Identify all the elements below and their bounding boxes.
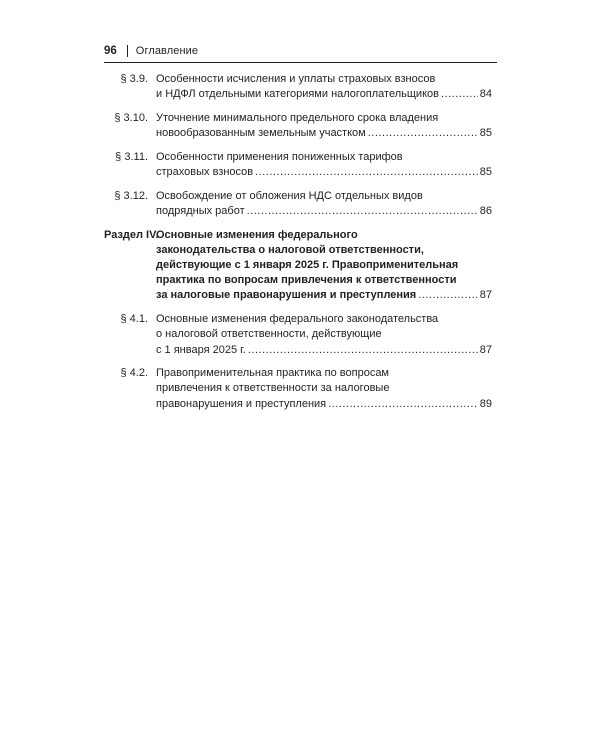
toc-entry-line: действующие с 1 января 2025 г. Правоприменительная <box>156 259 459 272</box>
toc-entry-line <box>156 397 492 412</box>
toc-page-number: 85 <box>479 127 492 140</box>
toc-entry[interactable] <box>104 366 492 412</box>
toc-entry-line-text: новообразованным земельным участком <box>156 127 366 140</box>
toc-section-entry[interactable] <box>104 228 492 304</box>
toc-entry-number: Раздел IV. <box>104 228 159 241</box>
table-of-contents <box>104 72 492 420</box>
toc-entry-number: § 3.12. <box>114 189 148 202</box>
toc-entry[interactable] <box>104 150 492 180</box>
header-rule <box>104 62 497 63</box>
toc-entry[interactable] <box>104 111 492 141</box>
toc-entry-line: Особенности исчисления и уплаты страховых взносов <box>156 73 436 85</box>
toc-entry-number: § 3.10. <box>114 111 148 124</box>
toc-entry[interactable] <box>104 189 492 219</box>
dot-leader <box>441 87 478 102</box>
toc-entry[interactable] <box>104 312 492 358</box>
header-separator <box>127 45 128 57</box>
page-number: 96 <box>104 45 117 57</box>
toc-entry-line: Правоприменительная практика по вопросам <box>156 367 389 380</box>
toc-entry-line <box>156 204 492 219</box>
toc-entry[interactable] <box>104 72 492 102</box>
toc-entry-title <box>156 366 492 412</box>
toc-page-number: 87 <box>479 343 492 356</box>
toc-entry-line: Основные изменения федерального законодательства <box>156 313 439 326</box>
toc-entry-line: Освобождение от обложения НДС отдельных видов <box>156 189 423 202</box>
toc-page-number: 85 <box>479 166 492 179</box>
toc-entry-title <box>156 189 492 219</box>
toc-page-number: 87 <box>479 289 492 302</box>
toc-entry-line: о налоговой ответственности, действующие <box>156 328 382 341</box>
toc-entry-title <box>156 312 492 358</box>
dot-leader <box>418 288 478 303</box>
toc-entry-title <box>156 111 492 141</box>
toc-entry-line-text: и НДФЛ отдельными категориями налогоплательщиков <box>156 88 439 101</box>
toc-entry-line-text: страховых взносов <box>156 166 254 179</box>
toc-entry-line: Основные изменения федерального <box>156 228 358 241</box>
toc-entry-line-text: подрядных работ <box>156 204 245 217</box>
toc-entry-line-text: с 1 января 2025 г. <box>156 343 246 356</box>
toc-entry-title <box>156 228 492 304</box>
toc-entry-line <box>156 288 492 303</box>
toc-entry-line: привлечения к ответственности за налоговые <box>156 382 390 395</box>
dot-leader <box>247 204 478 219</box>
toc-entry-line: законодательства о налоговой ответственности, <box>156 243 424 256</box>
dot-leader <box>255 165 478 180</box>
toc-entry-line <box>156 87 492 102</box>
dot-leader <box>368 126 478 141</box>
toc-entry-title <box>156 150 492 180</box>
toc-entry-title <box>156 72 492 102</box>
running-title: Оглавление <box>135 45 199 57</box>
toc-entry-number: § 4.2. <box>120 367 148 380</box>
toc-entry-number: § 3.11. <box>115 150 148 163</box>
toc-entry-number: § 3.9. <box>120 73 148 85</box>
dot-leader <box>328 397 478 412</box>
toc-entry-line: Уточнение минимального предельного срока владения <box>156 111 439 124</box>
toc-entry-line: практика по вопросам привлечения к ответственности <box>156 274 457 287</box>
toc-entry-line <box>156 343 492 358</box>
toc-page-number: 89 <box>479 397 492 410</box>
toc-entry-number: § 4.1. <box>120 313 148 326</box>
toc-entry-line-text: правонарушения и преступления <box>156 397 327 410</box>
dot-leader <box>248 343 478 358</box>
toc-entry-line: Особенности применения пониженных тарифов <box>156 150 403 163</box>
toc-entry-line-text: за налоговые правонарушения и преступления <box>156 289 417 302</box>
toc-page-number: 84 <box>479 88 492 101</box>
toc-page-number: 86 <box>479 204 492 217</box>
running-head <box>104 42 497 60</box>
toc-entry-line <box>156 126 492 141</box>
toc-entry-line <box>156 165 492 180</box>
